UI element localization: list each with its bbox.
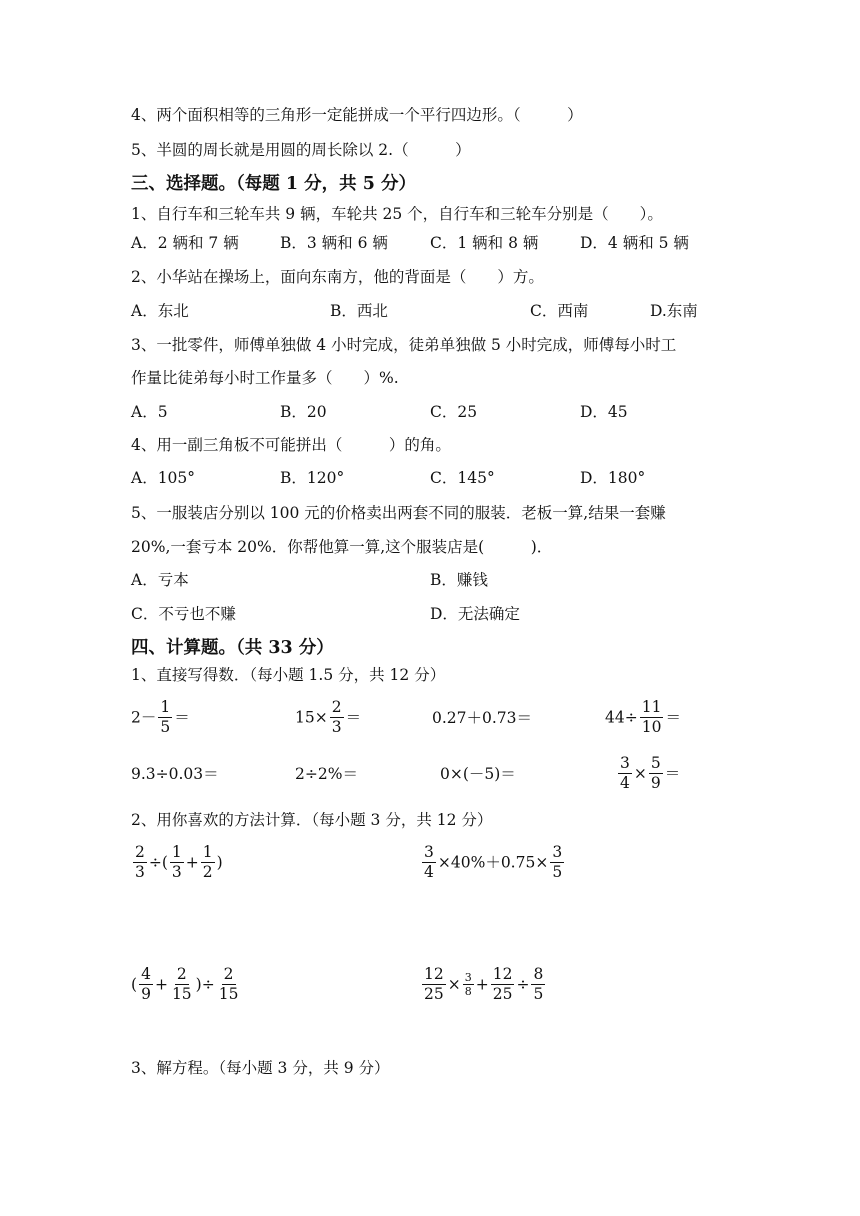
choice-4-option-c: C．145° (430, 469, 495, 487)
calc-problem-3: ( $\frac{4}{9}$ + $\frac{2}{15}$ )÷ $\frac{2}{15}$ (131, 965, 239, 1003)
oral-calc-2: 15× $\frac{2}{3}$ ＝ (295, 698, 362, 736)
choice-question-1: 1、自行车和三轮车共 9 辆，车轮共 25 个，自行车和三轮车分别是（ ）。 (131, 205, 663, 223)
choice-3-option-c: C．25 (430, 403, 478, 421)
choice-5-option-d: D．无法确定 (430, 605, 520, 623)
oral-calc-5: 9.3÷0.03＝ (131, 765, 219, 783)
choice-question-5-line-1: 5、一服装店分别以 100 元的价格卖出两套不同的服装．老板一算,结果一套赚 (131, 504, 666, 522)
choice-4-option-d: D．180° (580, 469, 646, 487)
calc-question-1: 1、直接写得数．（每小题 1.5 分，共 12 分） (131, 666, 446, 684)
choice-2-option-a: A．东北 (131, 302, 189, 320)
section-3-heading: 三、选择题。（每题 1 分，共 5 分） (131, 174, 416, 194)
choice-question-4: 4、用一副三角板不可能拼出（ ）的角。 (131, 436, 451, 454)
choice-1-option-c: C．1 辆和 8 辆 (430, 234, 539, 252)
choice-3-option-a: A．5 (131, 403, 168, 421)
choice-2-option-d: D.东南 (650, 302, 698, 320)
calc-problem-1: $\frac{2}{3}$ ÷( $\frac{1}{3}$ + $\frac{1}{2}$ ) (135, 843, 223, 881)
choice-1-option-d: D．4 辆和 5 辆 (580, 234, 689, 252)
choice-4-option-a: A．105° (131, 469, 196, 487)
oral-calc-7: 0×(－5)＝ (440, 765, 516, 783)
choice-question-2: 2、小华站在操场上，面向东南方，他的背面是（ ）方。 (131, 268, 544, 286)
choice-2-option-c: C．西南 (530, 302, 589, 320)
choice-1-option-a: A．2 辆和 7 辆 (131, 234, 239, 252)
choice-question-3-line-2: 作量比徒弟每小时工作量多（ ）%. (131, 369, 399, 387)
oral-calc-1: 2－ $\frac{1}{5}$ ＝ (131, 698, 190, 736)
judge-question-4: 4、两个面积相等的三角形一定能拼成一个平行四边形。（ ） (131, 106, 583, 124)
choice-1-option-b: B．3 辆和 6 辆 (280, 234, 388, 252)
choice-5-option-c: C．不亏也不赚 (131, 605, 236, 623)
choice-3-option-b: B．20 (280, 403, 327, 421)
choice-question-3-line-1: 3、一批零件，师傅单独做 4 小时完成，徒弟单独做 5 小时完成，师傅每小时工 (131, 336, 677, 354)
oral-calc-4: 44÷ $\frac{11}{10}$ ＝ (605, 698, 681, 736)
oral-calc-8: $\frac{3}{4}$ × $\frac{5}{9}$ ＝ (620, 754, 681, 792)
calc-problem-4: $\frac{12}{25}$ × $\frac{3}{8}$ + $\frac{12}{25}$ ÷ $\frac{8}{5}$ (424, 965, 544, 1003)
judge-question-5: 5、半圆的周长就是用圆的周长除以 2.（ ） (131, 141, 471, 159)
choice-3-option-d: D．45 (580, 403, 628, 421)
calc-question-2: 2、用你喜欢的方法计算．（每小题 3 分，共 12 分） (131, 811, 493, 829)
choice-2-option-b: B．西北 (330, 302, 388, 320)
oral-calc-3: 0.27＋0.73＝ (432, 709, 533, 727)
choice-question-5-line-2: 20%,一套亏本 20%．你帮他算一算,这个服装店是( )． (131, 538, 553, 556)
choice-4-option-b: B．120° (280, 469, 345, 487)
calc-question-3: 3、解方程。（每小题 3 分，共 9 分） (131, 1059, 390, 1077)
section-4-heading: 四、计算题。（共 33 分） (131, 638, 334, 658)
calc-problem-2: $\frac{3}{4}$ ×40%＋0.75× $\frac{3}{5}$ (424, 843, 563, 881)
choice-5-option-a: A．亏本 (131, 571, 189, 589)
oral-calc-6: 2÷2%＝ (295, 765, 358, 783)
choice-5-option-b: B．赚钱 (430, 571, 488, 589)
